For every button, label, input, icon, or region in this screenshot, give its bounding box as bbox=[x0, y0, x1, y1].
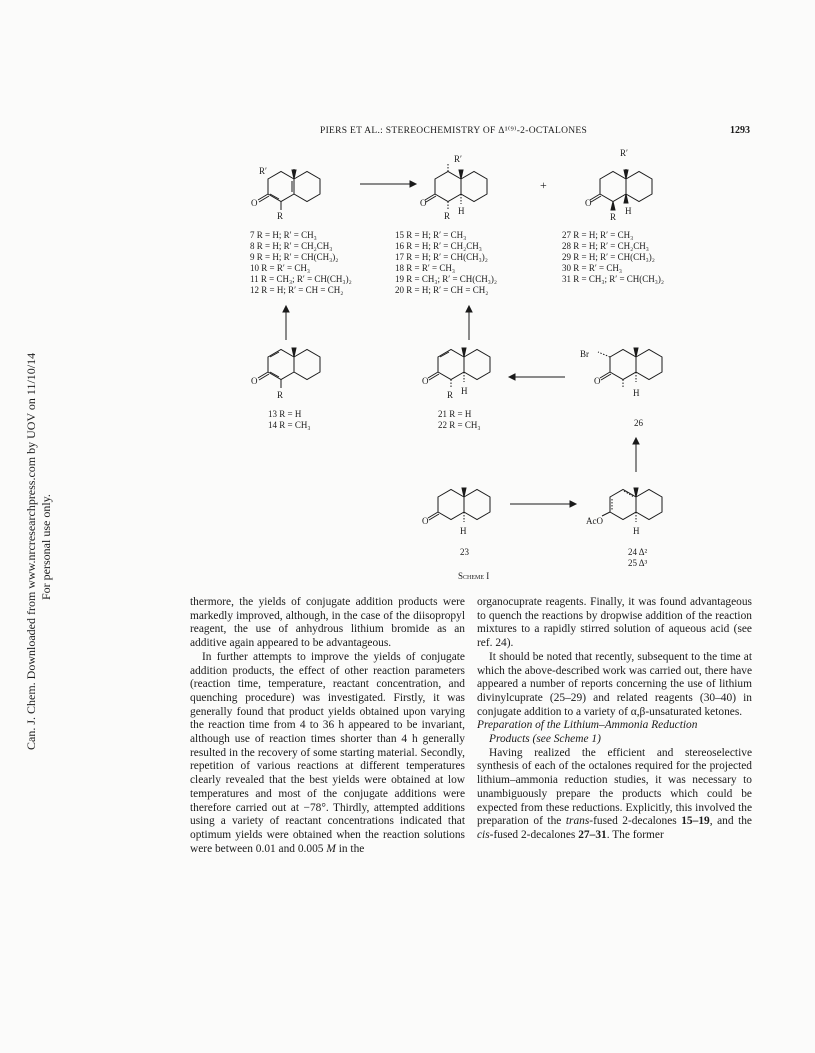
atom-r-b: R bbox=[444, 211, 451, 221]
atom-h-26: H bbox=[633, 388, 640, 398]
left-paragraph-1: thermore, the yields of conjugate addition products were markedly improved, although, in the case of the diisopropyl reagent, the use of anhydrous lithium bromide as an additive again appeared to be advantageous. bbox=[190, 596, 465, 650]
molecule-bromoketone-26 bbox=[598, 348, 662, 388]
list-c-item: 31 R = CH₃; R′ = CH(CH₃)₂ bbox=[562, 274, 665, 284]
scheme-caption: Scheme I bbox=[458, 571, 490, 581]
compound-list-a bbox=[250, 230, 352, 295]
reaction-scheme bbox=[190, 142, 750, 582]
atom-o-26: O bbox=[594, 376, 601, 386]
list-d-item: 14 R = CH₃ bbox=[268, 420, 311, 430]
atom-o-a: O bbox=[251, 198, 258, 208]
label-23: 23 bbox=[460, 547, 469, 557]
plus-sign: + bbox=[540, 178, 547, 192]
list-b-item: 16 R = H; R′ = CH₂CH₃ bbox=[395, 241, 482, 251]
list-b-item: 20 R = H; R′ = CH = CH₂ bbox=[395, 285, 489, 295]
list-a-item: 8 R = H; R′ = CH₂CH₃ bbox=[250, 241, 333, 251]
right-paragraph-2: It should be noted that recently, subsequent to the time at which the above-described work was carried out, there have appeared a number of reports concerning the use of lithium divinylcuprate (25–29) and related reagents (30–40) in conjugate addition to a variety of α,β-unsaturated ketones. bbox=[477, 650, 752, 718]
atom-o-c: O bbox=[585, 198, 592, 208]
atom-o-d: O bbox=[251, 376, 258, 386]
atom-h-b: H bbox=[458, 206, 465, 216]
list-e-item: 21 R = H bbox=[438, 409, 472, 419]
atom-r-e: R bbox=[447, 390, 454, 400]
page-number: 1293 bbox=[730, 125, 750, 136]
label-24: 24 Δ² bbox=[628, 547, 648, 557]
atom-r-d: R bbox=[277, 390, 284, 400]
list-d-item: 13 R = H bbox=[268, 409, 302, 419]
molecule-decalone-23 bbox=[428, 488, 490, 522]
list-b-item: 18 R = R′ = CH₃ bbox=[395, 263, 456, 273]
label-26: 26 bbox=[634, 418, 643, 428]
list-a-item: 9 R = H; R′ = CH(CH₃)₂ bbox=[250, 252, 339, 262]
atom-h-23: H bbox=[460, 526, 467, 536]
atom-r-prime-c: R′ bbox=[620, 148, 628, 158]
atom-o-23: O bbox=[422, 516, 429, 526]
molecule-enone-21-22 bbox=[428, 348, 490, 388]
molecule-cis-decalone bbox=[590, 169, 652, 210]
atom-br: Br bbox=[580, 349, 589, 359]
list-c-item: 29 R = H; R′ = CH(CH₃)₂ bbox=[562, 252, 655, 262]
list-a-item: 7 R = H; R′ = CH₃ bbox=[250, 230, 317, 240]
section-heading-line-2: Products (see Scheme 1) bbox=[489, 733, 601, 746]
atom-o-e: O bbox=[422, 376, 429, 386]
list-a-item: 12 R = H; R′ = CH = CH₂ bbox=[250, 285, 344, 295]
compound-list-e bbox=[438, 409, 480, 430]
running-title: PIERS ET AL.: STEREOCHEMISTRY OF Δ¹⁽⁹⁾-2-OCTALONES bbox=[320, 126, 588, 136]
molecule-octalone-7-12 bbox=[258, 169, 320, 210]
download-watermark bbox=[0, 0, 53, 1053]
section-heading: Preparation of the Lithium–Ammonia Reduction bbox=[477, 719, 698, 732]
atom-o-b: O bbox=[420, 198, 427, 208]
running-header bbox=[190, 125, 750, 139]
list-a-item: 11 R = CH₃; R′ = CH(CH₃)₂ bbox=[250, 274, 352, 284]
right-column bbox=[477, 596, 752, 843]
compound-list-b bbox=[395, 230, 497, 295]
scheme-drawing bbox=[190, 142, 750, 582]
atom-h-c: H bbox=[625, 206, 632, 216]
watermark-line-2: For personal use only. bbox=[39, 494, 53, 600]
list-b-item: 19 R = CH₃; R′ = CH(CH₃)₂ bbox=[395, 274, 498, 284]
list-c-item: 30 R = R′ = CH₃ bbox=[562, 263, 623, 273]
molecule-dienone-13-14 bbox=[258, 348, 320, 388]
list-a-item: 10 R = R′ = CH₃ bbox=[250, 263, 311, 273]
list-b-item: 15 R = H; R′ = CH₃ bbox=[395, 230, 467, 240]
left-column bbox=[190, 596, 465, 856]
right-paragraph-3: Having realized the efficient and stereoselective synthesis of each of the octalones required for the projected lithium–ammonia reduction studies, it was necessary to unambiguously prepare the products which could be expected from these reductions. Explicitly, this involved the preparation of the trans-fused 2-decalones 15–19, and the cis-fused 2-decalones 27–31. The former bbox=[477, 746, 752, 841]
left-paragraph-2: In further attempts to improve the yields of conjugate addition products, the effect of other reaction parameters (reaction time, temperature, reactant concentration, and quenching procedure) was investigated. Firstly, it was generally found that product yields obtained upon varying the reaction time from 4 to 36 h appeared to be invariant, although use of reaction times shorter than 4 h generally resulted in the recovery of some starting material. Secondly, repetition of various reactions at different temperatures clearly revealed that the best yields were obtained at low temperatures and most of the conjugate additions were therefore carried out at −78°. Thirdly, attempted additions using a variety of reactant concentrations indicated that optimum yields were obtained when the reaction solutions were between 0.01 and 0.005 M in the bbox=[190, 650, 465, 855]
list-e-item: 22 R = CH₃ bbox=[438, 420, 481, 430]
molecule-enol-acetate-24-25 bbox=[602, 488, 662, 522]
watermark-line-1: Can. J. Chem. Downloaded from www.nrcresearchpress.com by UOV on 11/10/14 bbox=[24, 352, 38, 750]
atom-r-c: R bbox=[610, 212, 617, 222]
atom-r-a: R bbox=[277, 211, 284, 221]
compound-list-c bbox=[562, 230, 664, 284]
atom-r-prime-a: R′ bbox=[259, 166, 267, 176]
atom-r-prime-b: R′ bbox=[454, 154, 462, 164]
label-25: 25 Δ³ bbox=[628, 558, 648, 568]
atom-h-24: H bbox=[633, 526, 640, 536]
atom-aco: AcO bbox=[586, 516, 603, 526]
list-b-item: 17 R = H; R′ = CH(CH₃)₂ bbox=[395, 252, 488, 262]
list-c-item: 28 R = H; R′ = CH₂CH₃ bbox=[562, 241, 649, 251]
molecule-trans-decalone bbox=[425, 164, 487, 210]
right-paragraph-1: organocuprate reagents. Finally, it was found advantageous to quench the reactions by dropwise addition of the reaction mixtures to a rapidly stirred solution of aqueous acid (see ref. 24). bbox=[477, 596, 752, 650]
list-c-item: 27 R = H; R′ = CH₃ bbox=[562, 230, 634, 240]
compound-list-d bbox=[268, 409, 310, 430]
atom-h-e: H bbox=[461, 386, 468, 396]
